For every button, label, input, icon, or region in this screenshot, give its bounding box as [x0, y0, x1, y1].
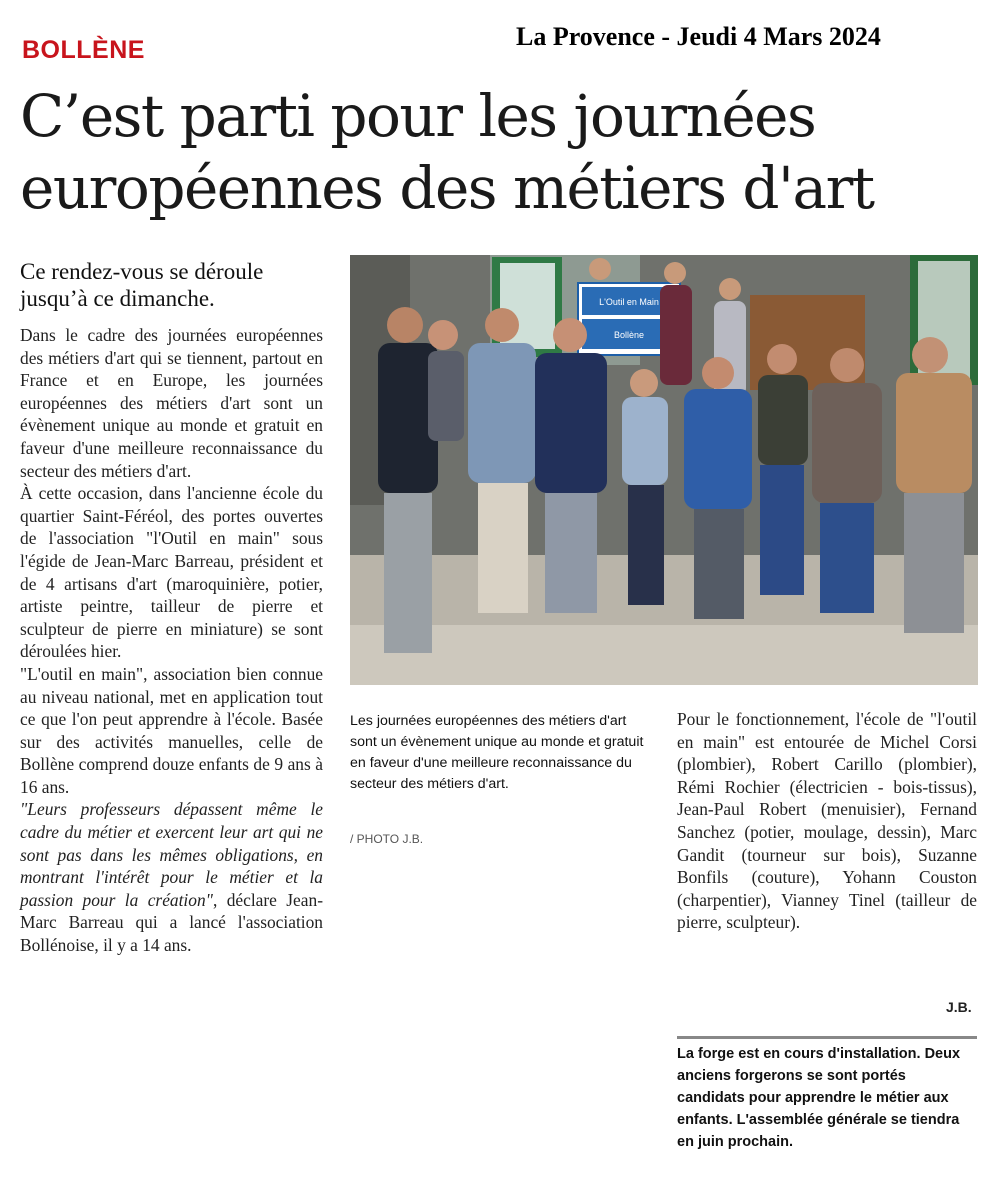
section-kicker: BOLLÈNE — [22, 36, 145, 64]
paragraph-right-1: Pour le fonctionnement, l'école de "l'outil en main" est entourée de Michel Corsi (plombier), Robert Carillo (plombier), Rémi Rochier (électricien - bois-tissus), Jean-Paul Robert (menuisier), Fernand Sanchez (potier, moulage, dessin), Marc Gandit (tourneur sur bois), Suzanne Bonfils (couture), Yohann Couston (charpentier), Vianney Tinel (tailleur de pierre, sculpteur). — [677, 709, 977, 933]
standfirst: Ce rendez-vous se déroule jusqu’à ce dimanche. — [20, 259, 264, 311]
article-column-left — [20, 324, 323, 957]
paragraph-3: "L'outil en main", association bien connue au niveau national, met en application tout ce que l'on peut apprendre à l'école. Basée sur des activités manuelles, celle de Bollène comprend douze enfants de 9 ans à 16 ans. — [20, 663, 323, 797]
author-signature: J.B. — [946, 999, 972, 1015]
sign-text-1: L'Outil en Main — [599, 297, 659, 307]
paragraph-4 — [20, 798, 323, 956]
article-column-right — [677, 708, 977, 934]
photo-credit: / PHOTO J.B. — [350, 832, 424, 846]
masthead: La Provence - Jeudi 4 Mars 2024 — [516, 22, 881, 51]
box-divider — [677, 1036, 977, 1039]
group-photo — [350, 255, 978, 685]
info-box: La forge est en cours d'installation. Deux anciens forgerons se sont portés candidats pour apprendre le métier aux enfants. L'assemblée générale se tiendra en juin prochain. — [677, 1046, 961, 1150]
group-photo-illustration — [350, 255, 978, 685]
photo-caption: Les journées européennes des métiers d'art sont un évènement unique au monde et gratuit en faveur d'une meilleure reconnaissance du secteur des métiers d'art. — [350, 713, 644, 792]
sign-text-2: Bollène — [613, 330, 645, 340]
headline: C’est parti pour les journées européennes des métiers d'art — [20, 82, 874, 222]
quote-attribution: , déclare Jean-Marc Barreau qui a lancé l'association Bollénoise, il y a 14 ans. — [20, 889, 323, 956]
paragraph-1: Dans le cadre des journées européennes des métiers d'art qui se tiennent, partout en France et en Europe, les journées européennes des métiers d'art sont un évènement unique au monde et gratuit en faveur d'une meilleure reconnaissance du secteur des métiers d'art. — [20, 325, 323, 481]
paragraph-2: À cette occasion, dans l'ancienne école du quartier Saint-Féréol, des portes ouvertes de l'association "l'Outil en main" sous l'égide de Jean-Marc Barreau, président et de 4 artisans d'art (maroquinière, potier, artiste peintre, tailleur de pierre et sculpteur de pierre en miniature) se sont déroulées hier. — [20, 483, 323, 662]
quote: "Leurs professeurs dépassent même le cadre du métier et exercent leur art qui ne sont pas dans les mêmes obligations, en montrant l'intérêt pour le métier et la passion pour la création" — [20, 799, 323, 910]
